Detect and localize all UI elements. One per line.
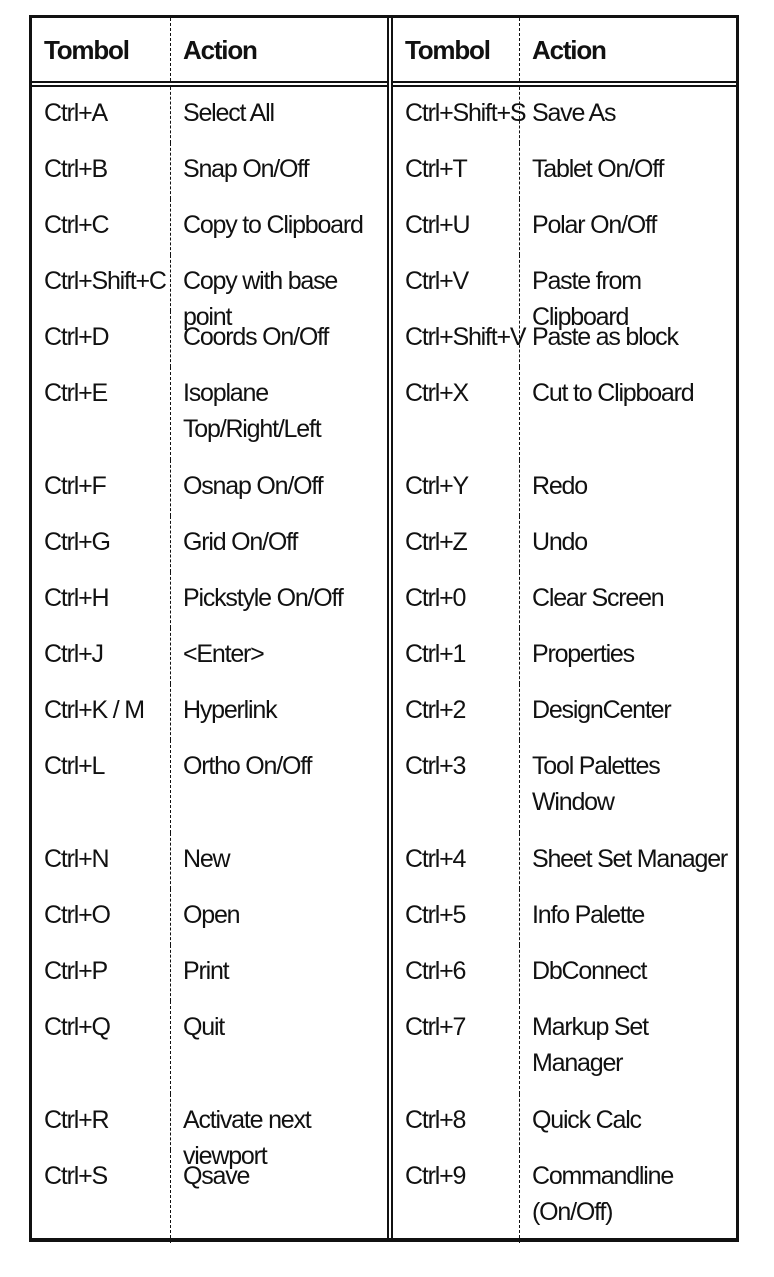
shortcut-key: Ctrl+Shift+V [393,311,520,367]
shortcut-action: Snap On/Off [183,155,309,183]
table-row [32,684,387,740]
shortcut-action: Copy with base point [183,267,338,331]
shortcut-action: Print [183,957,229,985]
shortcut-key: Ctrl+J [32,628,171,684]
shortcut-action: Polar On/Off [532,211,657,239]
shortcut-action: New [183,845,230,873]
shortcut-action: Info Palette [532,901,645,929]
shortcut-key: Ctrl+H [32,572,171,628]
shortcut-key: Ctrl+6 [393,945,520,1001]
table-row [393,628,736,684]
shortcut-action: Ortho On/Off [183,752,312,780]
header-key: Tombol [393,18,520,81]
table-row [393,684,736,740]
shortcut-key: Ctrl+K / M [32,684,171,740]
table-row [32,740,387,833]
table-row [393,367,736,460]
shortcut-action: Hyperlink [183,696,277,724]
table-row [393,572,736,628]
table-row [393,945,736,1001]
table-row [32,311,387,367]
table-row [32,87,387,143]
shortcut-action: DesignCenter [532,696,671,724]
shortcut-key: Ctrl+V [393,255,520,311]
shortcut-action: Redo [532,472,587,500]
shortcut-key: Ctrl+X [393,367,520,460]
shortcut-key: Ctrl+Z [393,516,520,572]
shortcut-key: Ctrl+D [32,311,171,367]
table-left-half [32,18,393,1238]
shortcut-action: Paste as block [532,323,678,351]
table-row [393,311,736,367]
table-body-left [32,87,387,1243]
shortcut-key: Ctrl+2 [393,684,520,740]
shortcut-key: Ctrl+5 [393,889,520,945]
shortcut-action: Grid On/Off [183,528,298,556]
shortcut-key: Ctrl+B [32,143,171,199]
shortcut-action: Properties [532,640,634,668]
table-body-right [393,87,736,1243]
table-row [32,945,387,1001]
table-row [32,1094,387,1170]
table-row [32,1150,387,1243]
table-row [393,516,736,572]
shortcut-key: Ctrl+N [32,833,171,889]
shortcut-action: Qsave [183,1162,250,1190]
shortcut-action: Pickstyle On/Off [183,584,343,612]
table-row [393,833,736,889]
table-row [393,460,736,516]
shortcut-action: Quit [183,1013,225,1041]
shortcut-action: Select All [183,99,274,127]
shortcut-action: DbConnect [532,957,647,985]
header-action: Action [183,34,257,65]
table-row [32,516,387,572]
table-row [32,199,387,255]
table-row [32,143,387,199]
shortcut-action: Undo [532,528,587,556]
table-row [393,740,736,833]
table-row [32,255,387,331]
shortcut-key: Ctrl+O [32,889,171,945]
shortcut-key: Ctrl+7 [393,1001,520,1094]
shortcut-key: Ctrl+P [32,945,171,1001]
shortcut-key: Ctrl+1 [393,628,520,684]
shortcut-key: Ctrl+Shift+C [32,255,171,311]
table-row [393,143,736,199]
shortcut-action: Commandline (On/Off) [532,1162,674,1226]
table-row [32,1001,387,1094]
shortcut-key: Ctrl+9 [393,1150,520,1243]
shortcut-action: Cut to Clipboard [532,379,694,407]
shortcut-key: Ctrl+3 [393,740,520,833]
shortcut-key: Ctrl+0 [393,572,520,628]
table-row [32,628,387,684]
shortcut-action: Copy to Clipboard [183,211,363,239]
table-row [393,1150,736,1243]
shortcut-key: Ctrl+T [393,143,520,199]
shortcut-action: Osnap On/Off [183,472,323,500]
shortcut-key: Ctrl+Shift+S [393,87,520,143]
table-row [393,199,736,255]
shortcut-key: Ctrl+E [32,367,171,460]
table-row [32,460,387,516]
shortcut-key: Ctrl+F [32,460,171,516]
shortcut-action: Open [183,901,240,929]
table-row [32,833,387,889]
table-row [393,889,736,945]
table-right-half [393,18,736,1238]
shortcut-action: Clear Screen [532,584,664,612]
shortcut-action: Coords On/Off [183,323,329,351]
shortcut-action: Sheet Set Manager [532,845,728,873]
shortcut-key: Ctrl+S [32,1150,171,1243]
table-row [32,889,387,945]
shortcut-table [29,15,739,1242]
shortcut-action: Markup Set Manager [532,1013,648,1077]
table-row [393,87,736,143]
shortcut-action: Quick Calc [532,1106,641,1134]
shortcut-key: Ctrl+4 [393,833,520,889]
table-row [393,1094,736,1150]
header-row [393,18,736,87]
header-key: Tombol [32,18,171,81]
shortcut-key: Ctrl+Q [32,1001,171,1094]
shortcut-key: Ctrl+8 [393,1094,520,1150]
table-row [393,255,736,331]
shortcut-key: Ctrl+A [32,87,171,143]
shortcut-action: <Enter> [183,640,264,668]
shortcut-key: Ctrl+Y [393,460,520,516]
shortcut-key: Ctrl+G [32,516,171,572]
shortcut-action: Tablet On/Off [532,155,664,183]
shortcut-action: Activate next viewport [183,1106,311,1170]
shortcut-key: Ctrl+R [32,1094,171,1150]
table-row [32,367,387,460]
shortcut-action: Save As [532,99,616,127]
table-row [393,1001,736,1094]
shortcut-action: Tool Palettes Window [532,752,660,816]
shortcut-key: Ctrl+U [393,199,520,255]
header-row [32,18,387,87]
shortcut-key: Ctrl+L [32,740,171,833]
table-row [32,572,387,628]
shortcut-key: Ctrl+C [32,199,171,255]
shortcut-action: Paste from Clipboard [532,267,641,331]
shortcut-action: Isoplane Top/Right/Left [183,379,321,443]
header-action: Action [532,34,606,65]
